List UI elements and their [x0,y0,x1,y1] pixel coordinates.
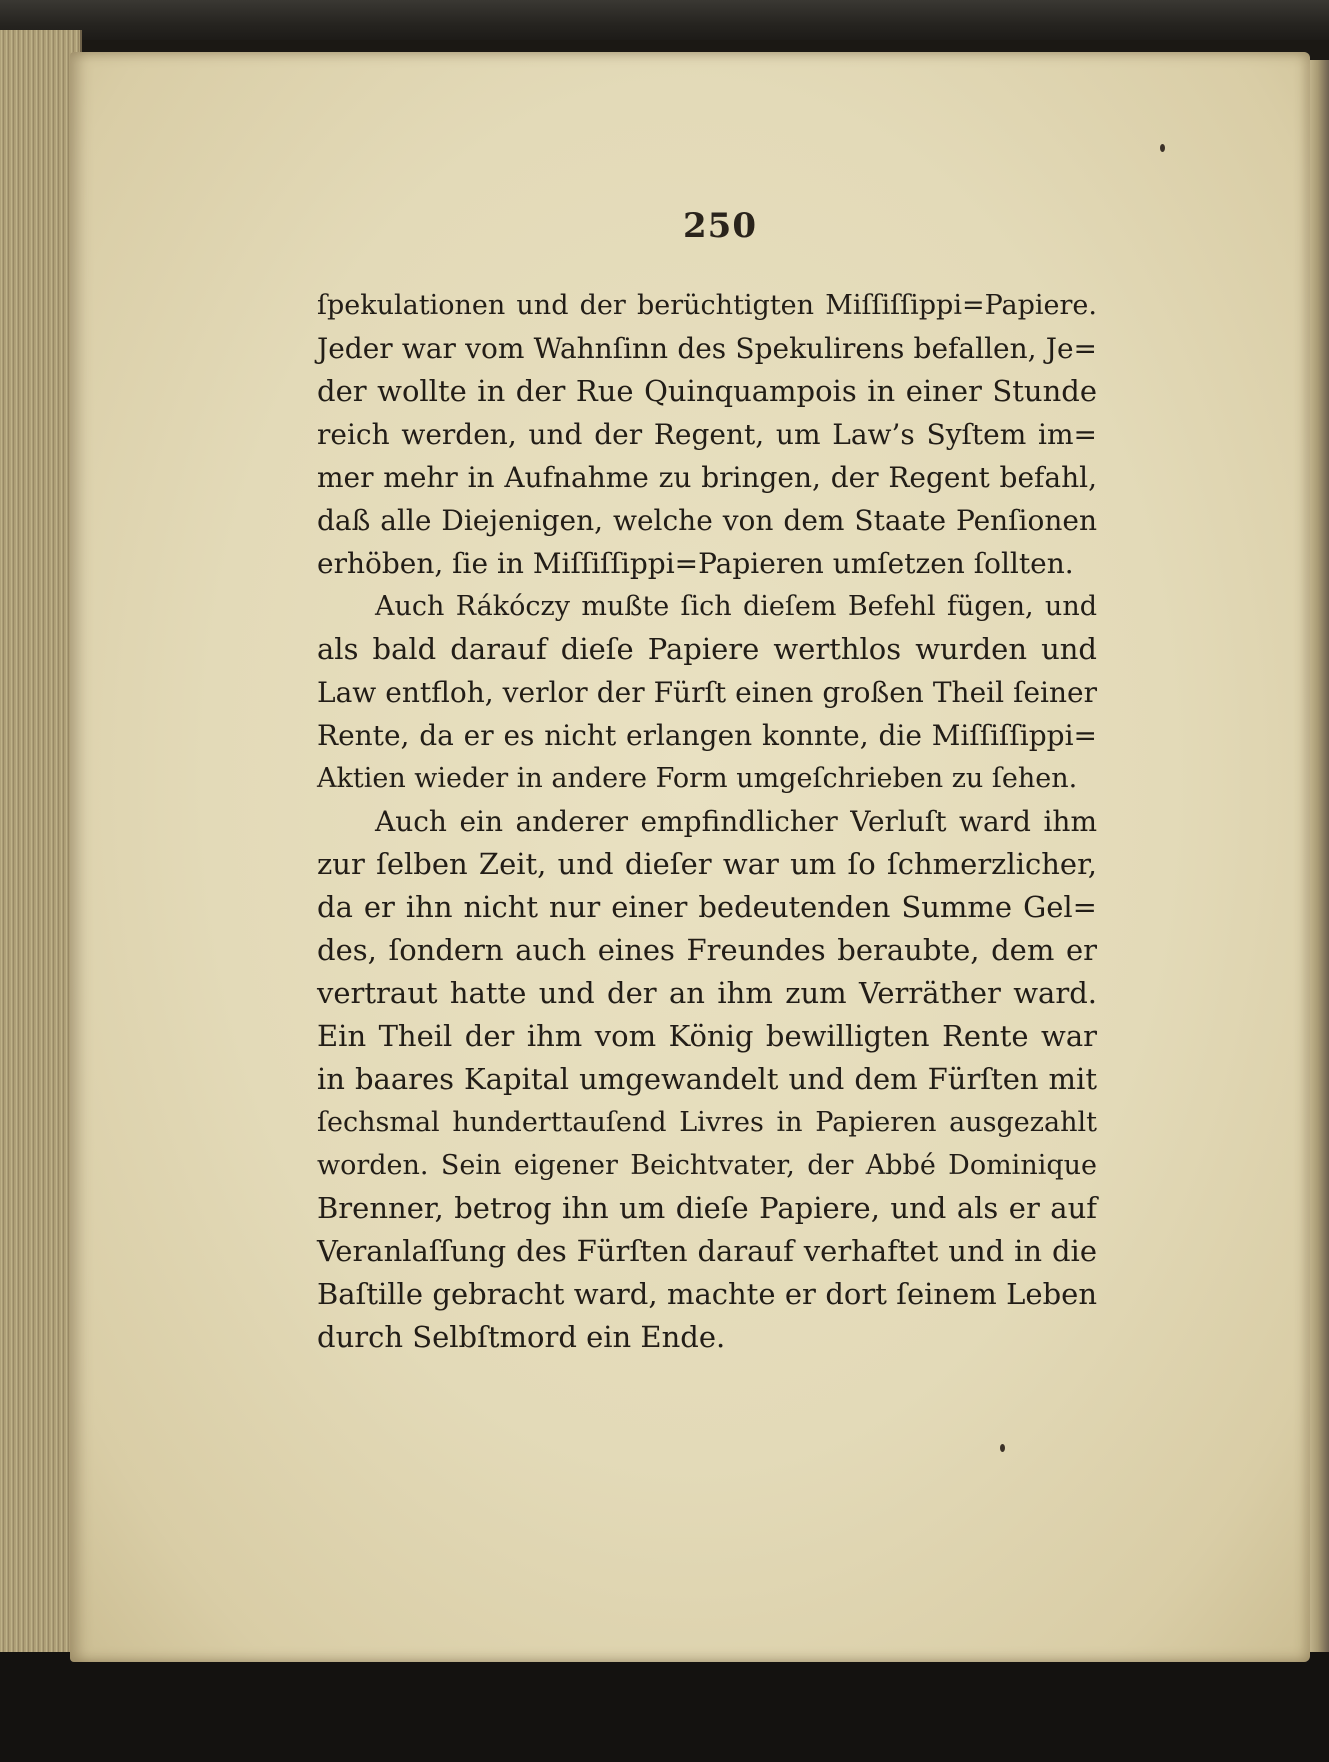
text-line: Veranlaſſung des Fürſten darauf verhaftet und in die [317,1234,1097,1268]
ink-speck [1160,144,1165,152]
text-line: Baſtille gebracht ward, machte er dort ſeinem Leben [317,1277,1097,1311]
background-bottom [0,1652,1329,1762]
text-line: des, ſondern auch eines Freundes beraubte, dem er [317,933,1097,967]
text-line: ſpekulationen und der berüchtigten Miſſiſſippi=Papiere. [317,290,1097,321]
book-cover-top [0,0,1329,40]
text-line: Aktien wieder in andere Form umgeſchrieben zu ſehen. [317,763,1078,794]
text-line: Rente, da er es nicht erlangen konnte, die Miſſiſſippi= [317,719,1097,752]
text-line: in baares Kapital umgewandelt und dem Fürſten mit [317,1062,1097,1096]
page-edge-right [1307,60,1329,1660]
text-line: Jeder war vom Wahnſinn des Spekulirens befallen, Je= [317,332,1097,365]
book-page [70,52,1310,1662]
text-line: worden. Sein eigener Beichtvater, der Abbé Dominique [317,1150,1097,1181]
text-line: daß alle Diejenigen, welche von dem Staate Penſionen [317,504,1097,537]
text-line: Law entfloh, verlor der Fürſt einen großen Theil ſeiner [317,676,1097,709]
text-line: Ein Theil der ihm vom König bewilligten Rente war [317,1019,1097,1053]
text-line: ſechsmal hunderttauſend Livres in Papieren ausgezahlt [317,1107,1097,1138]
text-line: zur ſelben Zeit, und dieſer war um ſo ſchmerzlicher, [317,847,1097,881]
body-text [317,284,1097,1359]
ink-speck [1000,1444,1005,1452]
text-line: da er ihn nicht nur einer bedeutenden Summe Gel= [317,890,1097,924]
page-number: 250 [683,206,757,246]
text-line: der wollte in der Rue Quinquampois in einer Stunde [317,374,1097,408]
text-line: erhöben, ſie in Miſſiſſippi=Papieren umſetzen ſollten. [317,547,1074,580]
text-line: durch Selbſtmord ein Ende. [317,1320,726,1354]
text-line: Brenner, betrog ihn um dieſe Papiere, und als er auf [317,1191,1097,1225]
text-line: vertraut hatte und der an ihm zum Verräther ward. [317,976,1097,1010]
text-line: Auch Rákóczy mußte ſich dieſem Befehl fügen, und [375,591,1097,622]
text-line: als bald darauf dieſe Papiere werthlos wurden und [317,632,1097,666]
text-line: reich werden, und der Regent, um Law’s Syſtem im= [317,418,1097,451]
text-line: mer mehr in Aufnahme zu bringen, der Regent befahl, [317,461,1097,494]
text-line: Auch ein anderer empfindlicher Verluſt ward ihm [375,805,1097,838]
